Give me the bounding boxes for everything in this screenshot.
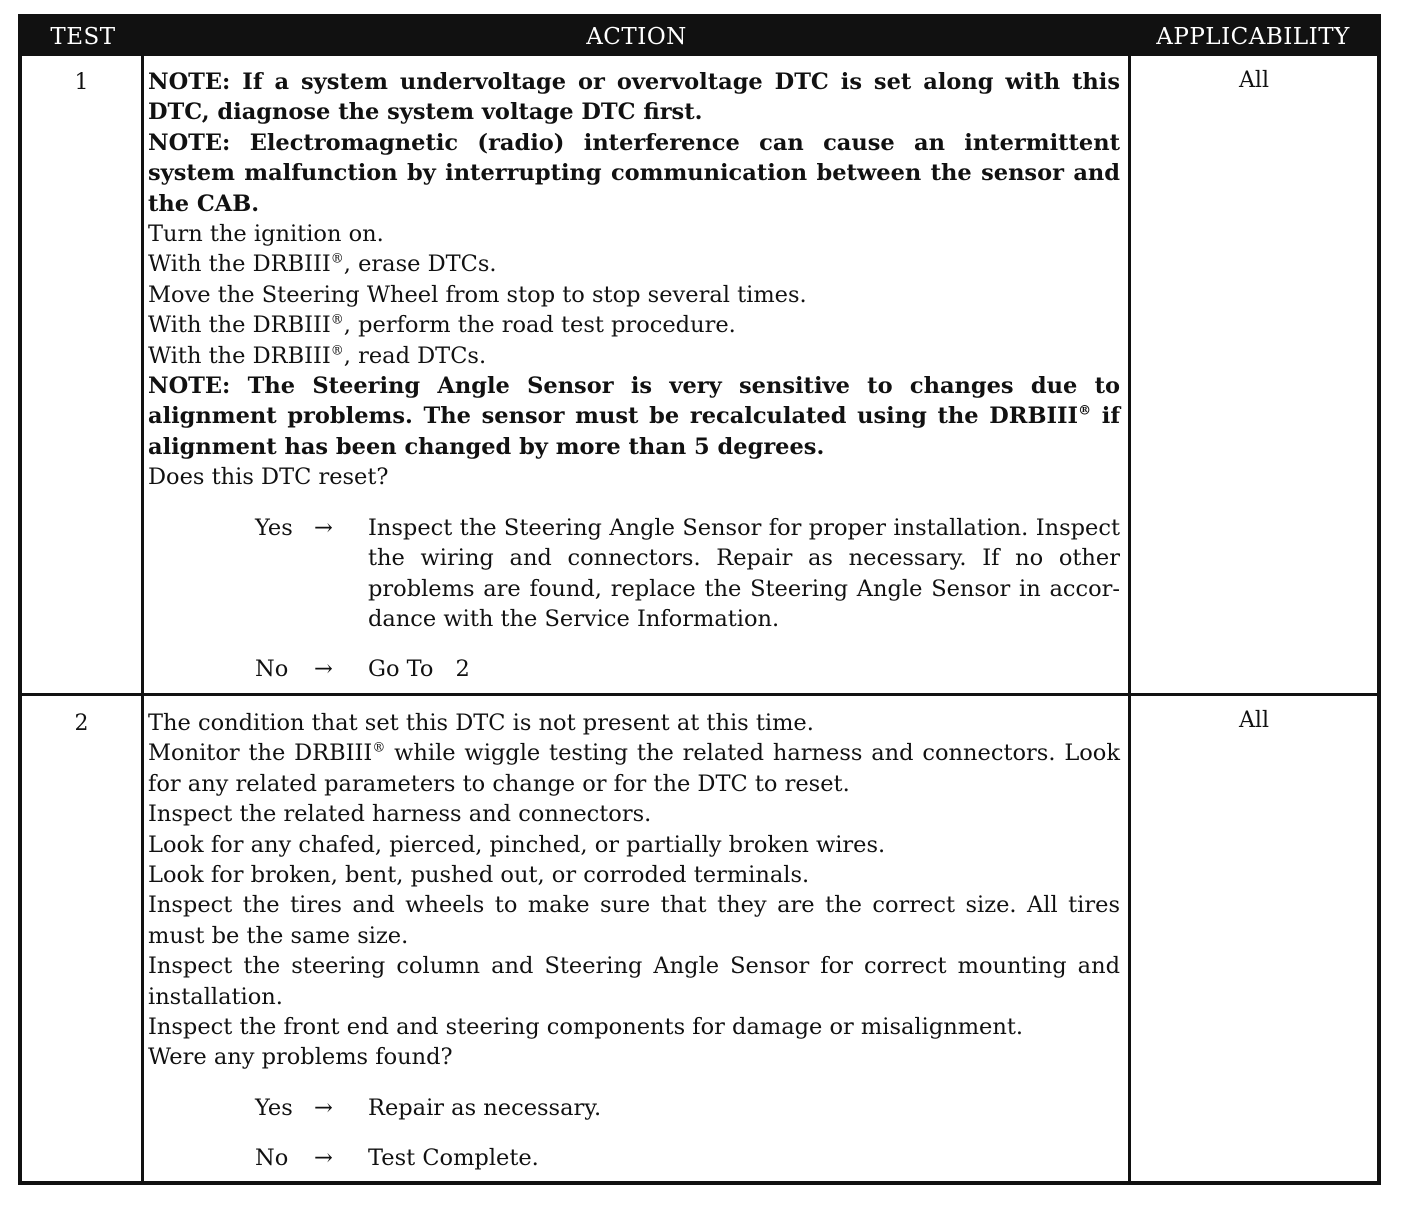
header-action: ACTION — [586, 24, 687, 50]
right-arrow-icon: → — [314, 1145, 333, 1172]
row-2-step: The condition that set this DTC is not present at this time. — [148, 710, 814, 736]
row-1-step: With the DRBIII®, perform the road test procedure. — [148, 312, 736, 339]
row-2-question: Were any problems found? — [148, 1044, 453, 1071]
yes-label: Yes — [255, 514, 293, 541]
row-1-step: With the DRBIII®, read DTCs. — [148, 342, 487, 369]
row-2-step: Inspect the related harness and connectors. — [148, 801, 652, 828]
row-1-no-answer — [148, 654, 1120, 684]
no-label: No — [255, 1145, 289, 1172]
goto-test-link[interactable]: 2 — [455, 656, 470, 683]
row-1-question: Does this DTC reset? — [148, 464, 389, 491]
row-2-step: Inspect the steering column and Steering Angle Sensor for correct mounting and installation. — [148, 953, 1120, 1010]
column-divider-test — [141, 56, 144, 1181]
row-2-step: Monitor the DRBIII® while wiggle testing the related harness and connectors. Look for any related parameters to change or for the DTC to reset. — [148, 740, 1120, 797]
registered-mark: ® — [372, 740, 386, 756]
right-arrow-icon: → — [314, 1094, 333, 1121]
row-2-action — [148, 708, 1120, 1174]
row-1-note-sensor: NOTE: The Steering Angle Sensor is very sensitive to changes due to alignment problems. The sensor must be recalculated using the DRBIII® if alignment has been changed by more than 5 degrees. — [148, 373, 1120, 460]
row-2-step: Inspect the front end and steering components for damage or misalignment. — [148, 1014, 1024, 1041]
row-2-step: Inspect the tires and wheels to make sure that they are the correct size. All tires must be the same size. — [148, 892, 1120, 949]
registered-mark: ® — [1078, 403, 1092, 419]
row-2-step: Look for broken, bent, pushed out, or corroded terminals. — [148, 862, 810, 889]
row-divider — [22, 693, 1377, 696]
right-arrow-icon: → — [314, 656, 333, 683]
row-1-applicability: All — [1239, 68, 1269, 93]
registered-mark: ® — [330, 343, 344, 359]
no-action-text: Test Complete. — [368, 1145, 539, 1172]
column-divider-action — [1128, 56, 1131, 1181]
row-1-test-number: 1 — [74, 70, 89, 95]
no-label: No — [255, 656, 289, 683]
row-2-yes-answer — [148, 1093, 1120, 1123]
row-2-no-answer — [148, 1143, 1120, 1173]
row-2-test-number: 2 — [74, 711, 89, 736]
row-2-step: Look for any chafed, pierced, pinched, or partially broken wires. — [148, 831, 886, 858]
diagnostic-table — [18, 14, 1381, 1185]
registered-mark: ® — [330, 251, 344, 267]
yes-action-text: Repair as necessary. — [368, 1094, 602, 1121]
row-1-step: With the DRBIII®, erase DTCs. — [148, 251, 497, 278]
row-1-note-interference: NOTE: Electromagnetic (radio) interference can cause an intermittent system malfunction by interrupting communication between the sensor and the CAB. — [148, 129, 1120, 217]
header-applicability: APPLICABILITY — [1156, 24, 1350, 50]
row-1-yes-answer — [148, 513, 1120, 635]
row-1-step: Move the Steering Wheel from stop to stop several times. — [148, 281, 807, 308]
yes-action-text: Inspect the Steering Angle Sensor for proper installation. Inspect the wiring and connectors. Repair as necessary. If no other problems are found, replace the Steering Angle Sensor in accor-dance with the Service Information. — [368, 514, 1120, 632]
row-1-note-voltage: NOTE: If a system undervoltage or overvoltage DTC is set along with this DTC, diagnose the system voltage DTC first. — [148, 69, 1120, 126]
header-test: TEST — [50, 24, 116, 50]
row-1-step: Turn the ignition on. — [148, 221, 384, 248]
row-1-action — [148, 67, 1120, 685]
right-arrow-icon: → — [314, 514, 333, 541]
row-2-applicability: All — [1239, 708, 1269, 733]
yes-label: Yes — [255, 1094, 293, 1121]
no-action-text: Go To — [368, 656, 434, 683]
registered-mark: ® — [330, 312, 344, 328]
table-header — [22, 18, 1377, 56]
